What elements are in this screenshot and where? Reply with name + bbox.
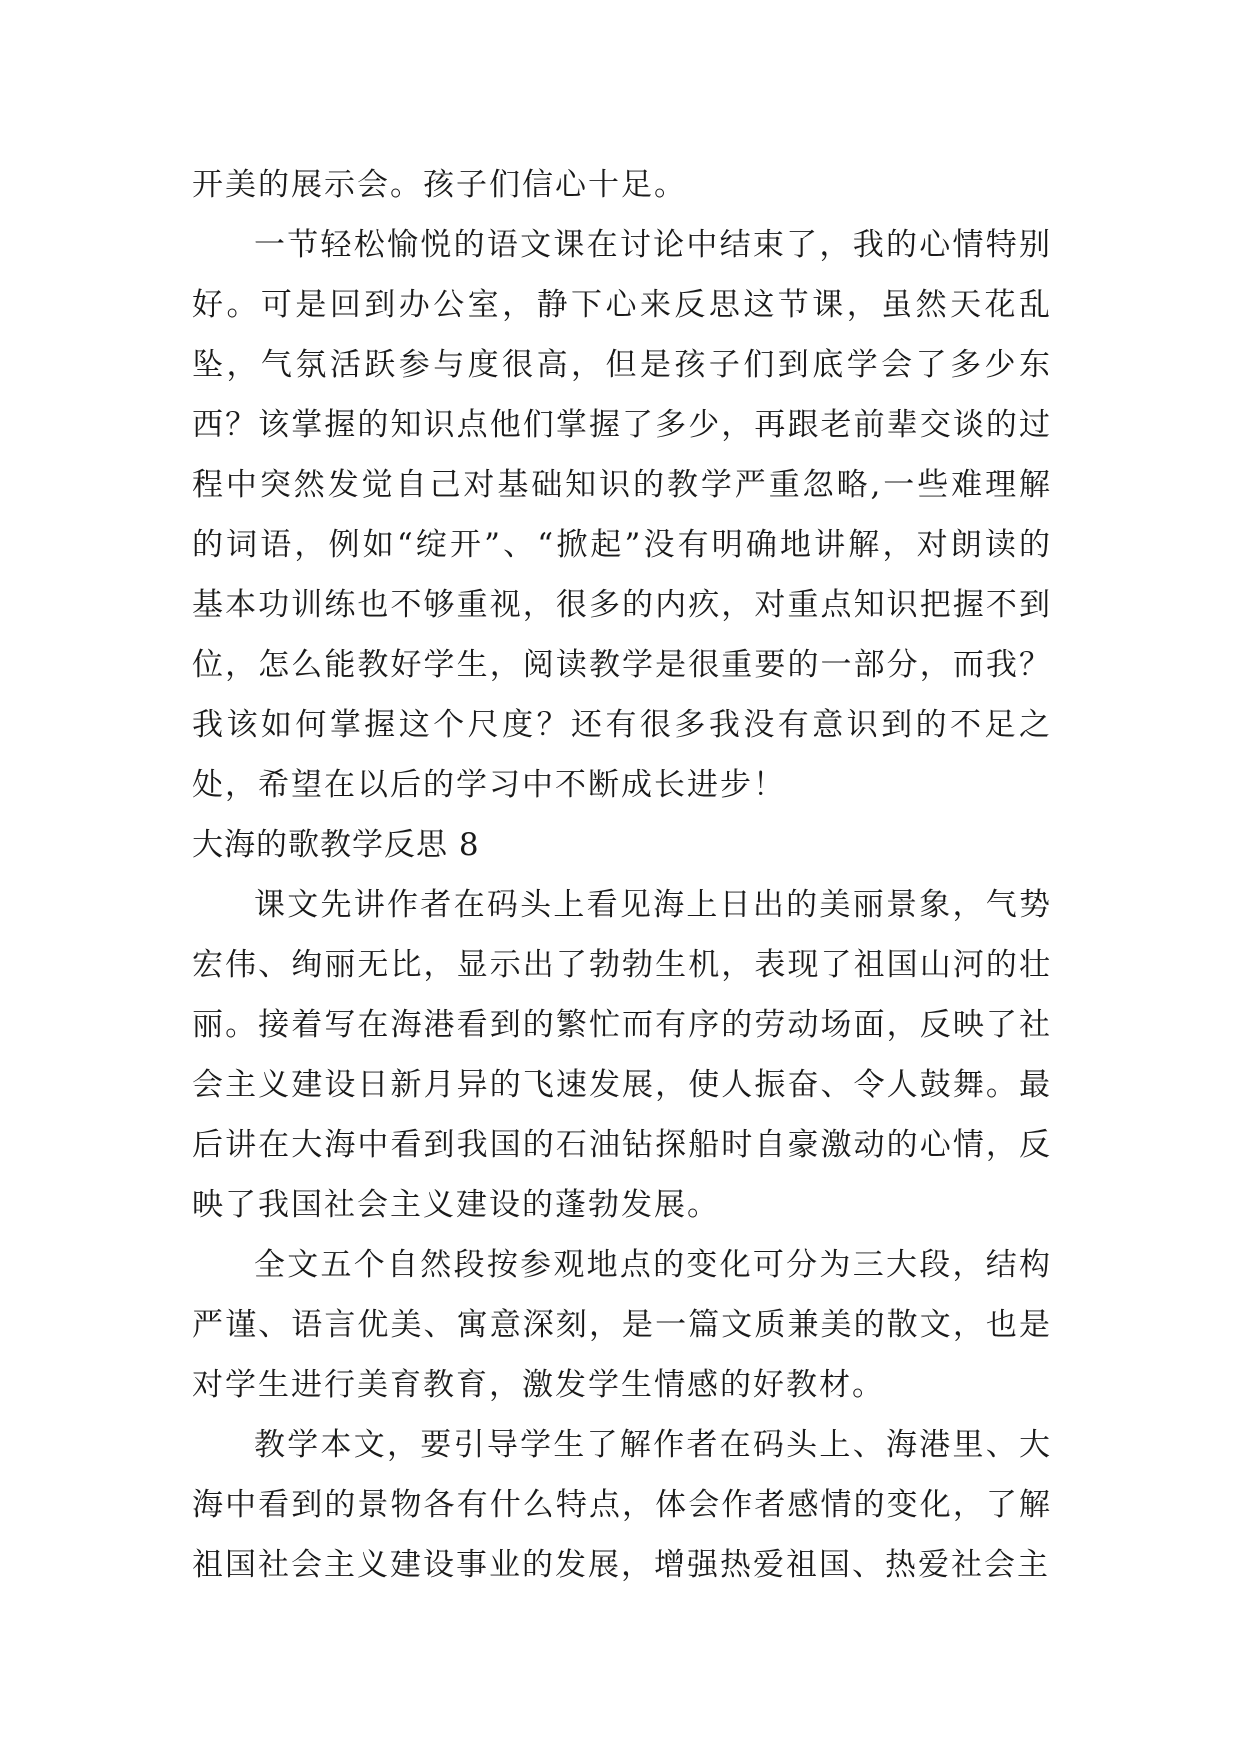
paragraph-summary: 课文先讲作者在码头上看见海上日出的美丽景象，气势宏伟、绚丽无比，显示出了勃勃生机，表现了祖国山河的壮丽。接着写在海港看到的繁忙而有序的劳动场面，反映了社会主义建设日新月异的飞速发展，使人振奋、令人鼓舞。最后讲在大海中看到我国的石油钻探船时自豪激动的心情，反映了我国社会主义建设的蓬勃发展。 [192, 887, 1052, 1223]
paragraph-continued: 开美的展示会。孩子们信心十足。 [192, 167, 687, 203]
paragraph-teaching: 教学本文，要引导学生了解作者在码头上、海港里、大海中看到的景物各有什么特点，体会作者感情的变化，了解祖国社会主义建设事业的发展，增强热爱祖国、热爱社会主 [192, 1427, 1052, 1583]
paragraph-structure: 全文五个自然段按参观地点的变化可分为三大段，结构严谨、语言优美、寓意深刻，是一篇文质兼美的散文，也是对学生进行美育教育，激发学生情感的好教材。 [192, 1247, 1052, 1403]
section-title: 大海的歌教学反思 8 [192, 827, 480, 863]
paragraph-reflection: 一节轻松愉悦的语文课在讨论中结束了，我的心情特别好。可是回到办公室，静下心来反思这节课，虽然天花乱坠，气氛活跃参与度很高，但是孩子们到底学会了多少东西？该掌握的知识点他们掌握了多少，再跟老前辈交谈的过程中突然发觉自己对基础知识的教学严重忽略,一些难理解的词语，例如“绽开”、“掀起”没有明确地讲解，对朗读的基本功训练也不够重视，很多的内疚，对重点知识把握不到位，怎么能教好学生，阅读教学是很重要的一部分，而我？我该如何掌握这个尺度？还有很多我没有意识到的不足之处，希望在以后的学习中不断成长进步！ [192, 227, 1052, 803]
document-page [192, 155, 1052, 1595]
